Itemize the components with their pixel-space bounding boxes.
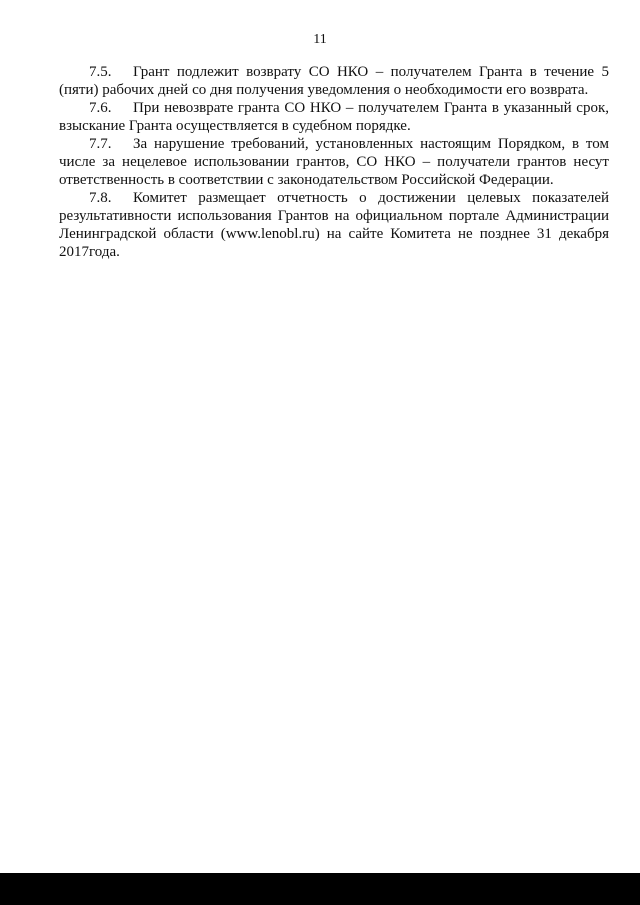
paragraph-number: 7.6. xyxy=(89,100,112,116)
paragraph-7-8 xyxy=(59,189,609,261)
paragraph-7-6 xyxy=(59,99,609,135)
paragraph-7-7 xyxy=(59,135,609,189)
paragraph-number: 7.8. xyxy=(89,190,112,206)
paragraph-7-5 xyxy=(59,63,609,99)
paragraph-number: 7.5. xyxy=(89,64,112,80)
document-body xyxy=(59,63,609,261)
paragraph-text: При невозврате гранта СО НКО – получателем Гранта в указанный срок, взыскание Гранта осуществляется в судебном порядке. xyxy=(59,100,609,134)
paragraph-text: За нарушение требований, установленных настоящим Порядком, в том числе за нецелевое использовании грантов, СО НКО – получатели грантов несут ответственность в соответствии с законодательством Российской Федерации. xyxy=(59,136,609,188)
paragraph-number: 7.7. xyxy=(89,136,112,152)
page-number: 11 xyxy=(313,32,327,47)
scan-bottom-edge xyxy=(0,873,640,905)
paragraph-text: Комитет размещает отчетность о достижении целевых показателей результативности использования Грантов на официальном портале Администрации Ленинградской области (www.lenobl.ru) на сайте Комитета не позднее 31 декабря 2017года. xyxy=(59,190,609,260)
paragraph-text: Грант подлежит возврату СО НКО – получателем Гранта в течение 5 (пяти) рабочих дней со дня получения уведомления о необходимости его возврата. xyxy=(59,64,609,98)
